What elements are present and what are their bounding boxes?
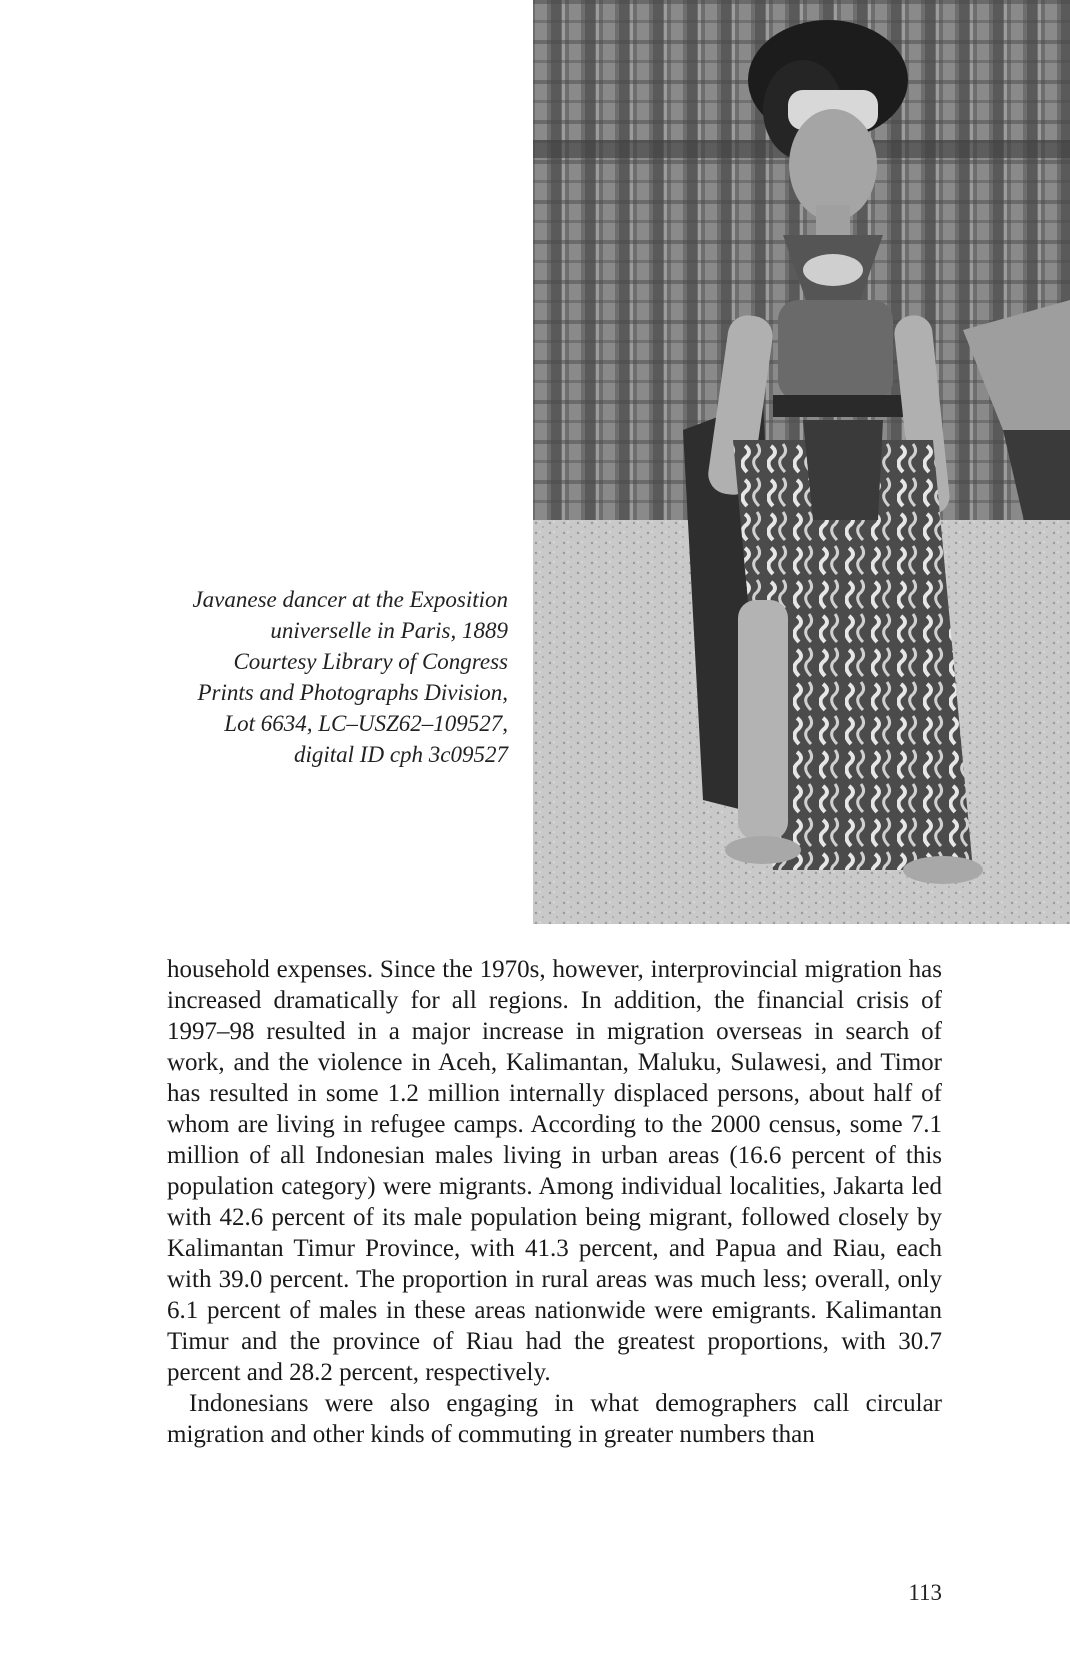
caption-line: Lot 6634, LC–USZ62–109527, xyxy=(224,711,508,736)
caption-line: Courtesy Library of Congress xyxy=(233,649,508,674)
photo-image xyxy=(533,0,1070,924)
dancer-photograph xyxy=(533,0,1070,924)
photo-caption xyxy=(88,584,508,770)
page-number: 113 xyxy=(908,1580,942,1605)
body-text xyxy=(167,954,942,1450)
caption-line: digital ID cph 3c09527 xyxy=(294,742,508,767)
caption-line: universelle in Paris, 1889 xyxy=(270,618,508,643)
paragraph: household expenses. Since the 1970s, however, interprovincial migration has increased dramatically for all regions. In addition, the financial crisis of 1997–98 resulted in a major increase in migration overseas in search of work, and the violence in Aceh, Kalimantan, Maluku, Sulawesi, and Timor has resulted in some 1.2 million internally displaced persons, about half of whom are living in refugee camps. According to the 2000 census, some 7.1 million of all Indonesian males living in urban areas (16.6 percent of this population category) were migrants. Among individual localities, Jakarta led with 42.6 percent of its male population being migrant, followed closely by Kalimantan Timur Province, with 41.3 percent, and Papua and Riau, each with 39.0 percent. The proportion in rural areas was much less; overall, only 6.1 percent of males in these areas nationwide were emigrants. Kalimantan Timur and the province of Riau had the greatest proportions, with 30.7 percent and 28.2 percent, respectively. xyxy=(167,956,942,1386)
paragraph: Indonesians were also engaging in what demographers call circular migration and other kinds of commuting in greater numbers than xyxy=(167,1390,942,1448)
caption-line: Prints and Photographs Division, xyxy=(197,680,508,705)
caption-line: Javanese dancer at the Exposition xyxy=(192,587,508,612)
